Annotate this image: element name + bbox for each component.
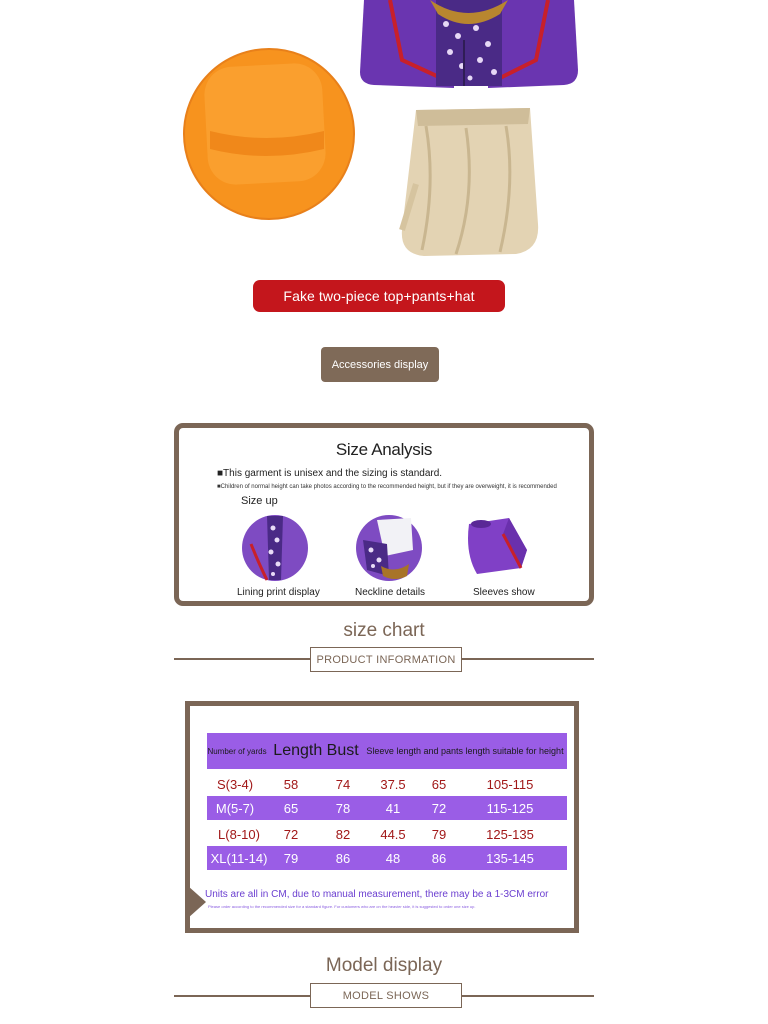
neckline-detail-caption: Neckline details bbox=[355, 587, 426, 598]
cell-bust: 78 bbox=[335, 800, 351, 816]
beige-pants-image bbox=[396, 104, 548, 260]
table-row bbox=[207, 796, 567, 820]
cell-bust: 74 bbox=[335, 776, 351, 792]
cell-length: 65 bbox=[283, 800, 299, 816]
height-note: ■Children of normal height can take photos according to the recommended height, but if they are overweight, it is recommended bbox=[217, 484, 557, 490]
cell-length: 58 bbox=[283, 776, 299, 792]
cell-sleeve: 48 bbox=[385, 850, 401, 866]
accessories-display-button[interactable] bbox=[321, 347, 439, 382]
model-display-title: Model display bbox=[325, 955, 443, 976]
cell-pants: 72 bbox=[431, 800, 447, 816]
cell-bust: 82 bbox=[335, 826, 351, 842]
cell-size: XL(11-14) bbox=[210, 850, 268, 866]
cell-size: S(3-4) bbox=[216, 776, 254, 792]
lining-print-caption: Lining print display bbox=[237, 587, 320, 598]
neckline-detail-image bbox=[355, 514, 423, 582]
cell-sleeve: 44.5 bbox=[380, 826, 406, 842]
size-analysis-panel bbox=[174, 423, 594, 606]
fine-print-note: Please order according to the recommended size for a standard figure. For customers who are on the heavier side, it is suggested to order one size up. bbox=[208, 904, 476, 909]
cell-size: L(8-10) bbox=[218, 826, 260, 842]
table-row bbox=[207, 846, 567, 870]
orange-hat-image bbox=[180, 45, 358, 223]
size-analysis-title: Size Analysis bbox=[335, 440, 433, 459]
cell-pants: 86 bbox=[431, 850, 447, 866]
accessories-display-label: Accessories display bbox=[331, 358, 429, 371]
sleeve-image bbox=[463, 514, 531, 582]
size-chart-title: size chart bbox=[343, 620, 425, 641]
set-contents-label: Fake two-piece top+pants+hat bbox=[283, 288, 475, 304]
cell-height: 135-145 bbox=[486, 850, 534, 866]
header-length-bust: Length Bust bbox=[273, 742, 359, 759]
cell-bust: 86 bbox=[335, 850, 351, 866]
set-contents-banner bbox=[253, 280, 505, 312]
cell-pants: 79 bbox=[431, 826, 447, 842]
table-row bbox=[207, 772, 567, 796]
cell-height: 105-115 bbox=[486, 776, 534, 792]
lining-print-image bbox=[241, 514, 309, 582]
model-shows-label: MODEL SHOWS bbox=[310, 983, 462, 1008]
corner-marker bbox=[188, 886, 206, 918]
product-information-label: PRODUCT INFORMATION bbox=[310, 647, 462, 672]
purple-jacket-image bbox=[358, 0, 580, 90]
units-note: Units are all in CM, due to manual measurement, there may be a 1-3CM error bbox=[205, 889, 549, 900]
cell-sleeve: 37.5 bbox=[380, 776, 406, 792]
table-row bbox=[207, 822, 567, 846]
cell-pants: 65 bbox=[431, 776, 447, 792]
table-header-row bbox=[207, 733, 567, 769]
cell-size: M(5-7) bbox=[215, 800, 255, 816]
header-size: Number of yards bbox=[207, 746, 267, 756]
unisex-note: ■This garment is unisex and the sizing is standard. bbox=[217, 468, 443, 479]
size-chart-table bbox=[185, 701, 579, 933]
cell-height: 125-135 bbox=[486, 826, 534, 842]
header-sleeve-pants-height: Sleeve length and pants length suitable for height bbox=[366, 746, 564, 756]
sleeve-caption: Sleeves show bbox=[473, 587, 535, 598]
cell-length: 72 bbox=[283, 826, 299, 842]
cell-length: 79 bbox=[283, 850, 299, 866]
cell-height: 115-125 bbox=[486, 800, 534, 816]
cell-sleeve: 41 bbox=[385, 800, 401, 816]
size-up-label: Size up bbox=[241, 495, 278, 507]
